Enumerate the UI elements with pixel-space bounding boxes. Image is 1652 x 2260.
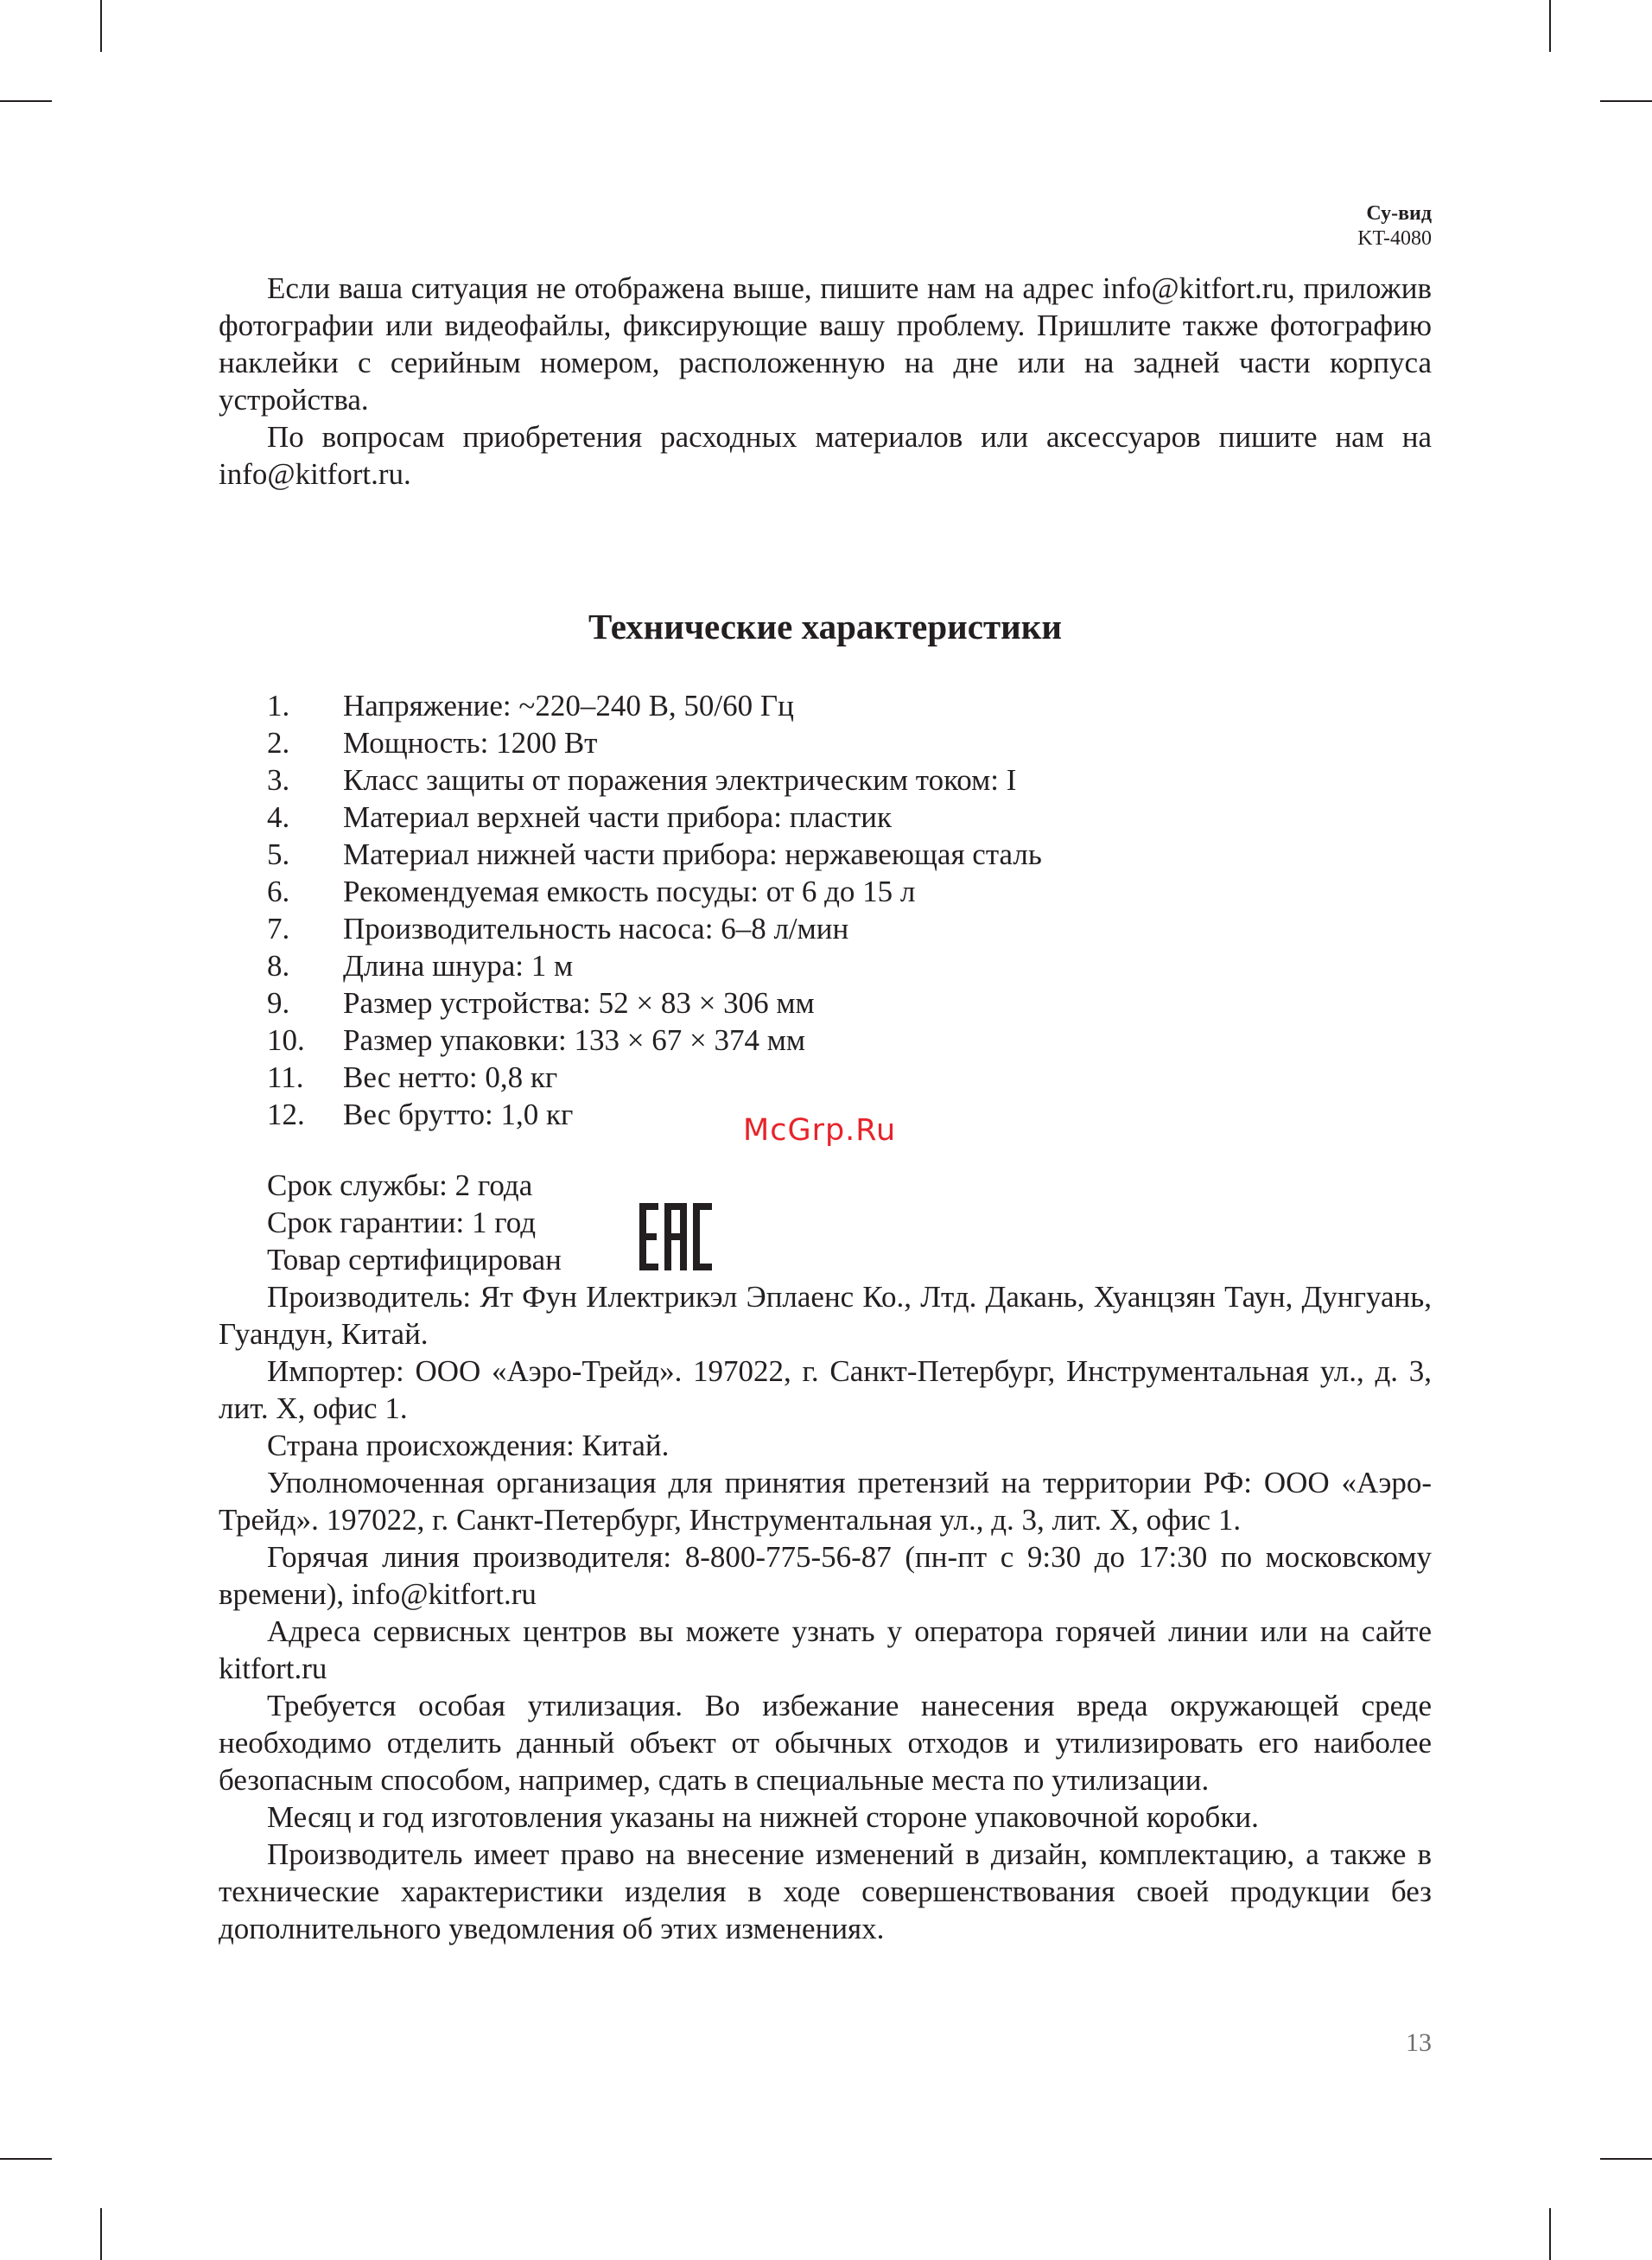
details-paragraph: Производитель: Ят Фун Илектрикэл Эплаенс Ко., Лтд. Дакань, Хуанцзян Таун, Дунгуань, Гуандун, Китай. — [219, 1280, 1432, 1351]
spec-text: Класс защиты от поражения электрическим током: I — [343, 763, 1017, 797]
details-paragraph: Уполномоченная организация для принятия претензий на территории РФ: ООО «Аэро-Трейд». 197022, г. Санкт-Петербург, Инструментальная ул., д. 3, лит. Х, офис 1. — [219, 1466, 1432, 1537]
service-life: Срок службы: 2 года — [267, 1168, 533, 1202]
spec-text: Материал нижней части прибора: нержавеющая сталь — [343, 837, 1042, 871]
spec-item — [267, 1096, 1042, 1133]
service-info — [267, 1167, 562, 1278]
details-paragraph: Импортер: ООО «Аэро-Трейд». 197022, г. Санкт-Петербург, Инструментальная ул., д. 3, лит. Х, офис 1. — [219, 1354, 1432, 1425]
spec-number: 12. — [267, 1098, 305, 1131]
crop-mark-top-left-h — [0, 100, 52, 102]
spec-number: 11. — [267, 1060, 304, 1094]
specs-list — [267, 687, 1042, 1133]
spec-item — [267, 761, 1042, 799]
details-paragraph: Месяц и год изготовления указаны на нижней стороне упаковочной коробки. — [267, 1800, 1259, 1834]
details-paragraph: Адреса сервисных центров вы можете узнать у оператора горячей линии или на сайте kitfort.ru — [219, 1614, 1432, 1685]
details-paragraph: Страна происхождения: Китай. — [267, 1429, 670, 1462]
details-paragraph: Горячая линия производителя: 8-800-775-56-87 (пн-пт с 9:30 до 17:30 по московскому времени), info@kitfort.ru — [219, 1540, 1432, 1611]
crop-mark-bottom-right-h — [1600, 2158, 1652, 2160]
spec-number: 9. — [267, 986, 290, 1020]
details-paragraph: Производитель имеет право на внесение изменений в дизайн, комплектацию, а также в технические характеристики изделия в ходе совершенствования своей продукции без дополнительного уведомления об этих изменениях. — [219, 1837, 1432, 1945]
spec-number: 3. — [267, 763, 290, 797]
crop-mark-top-right-h — [1600, 100, 1652, 102]
crop-mark-top-right-v — [1549, 0, 1551, 52]
details-paragraph: Требуется особая утилизация. Во избежание нанесения вреда окружающей среде необходимо отделить данный объект от обычных отходов и утилизировать его наиболее безопасным способом, например, сдать в специальные места по утилизации. — [219, 1689, 1432, 1797]
eac-logo-icon — [639, 1203, 712, 1270]
running-header — [1357, 201, 1432, 251]
product-title: Су-вид — [1366, 202, 1432, 225]
details-block — [219, 1278, 1432, 1947]
spec-item — [267, 687, 1042, 724]
spec-text: Вес брутто: 1,0 кг — [343, 1098, 574, 1131]
certified-text: Товар сертифицирован — [267, 1243, 562, 1276]
spec-text: Материал верхней части прибора: пластик — [343, 800, 892, 834]
crop-mark-bottom-left-v — [100, 2208, 102, 2260]
spec-number: 8. — [267, 949, 290, 983]
spec-number: 7. — [267, 912, 290, 945]
product-model: KT-4080 — [1357, 226, 1432, 250]
spec-number: 5. — [267, 837, 290, 871]
spec-item — [267, 1022, 1042, 1059]
spec-text: Вес нетто: 0,8 кг — [343, 1060, 558, 1094]
spec-text: Размер устройства: 52 × 83 × 306 мм — [343, 986, 815, 1020]
crop-mark-bottom-right-v — [1549, 2208, 1551, 2260]
intro-paragraph: Если ваша ситуация не отображена выше, пишите нам на адрес info@kitfort.ru, приложив фотографии или видеофайлы, фиксирующие вашу проблему. Пришлите также фотографию наклейки с серийным номером, расположенную на дне или на задней части корпуса устройства. — [219, 271, 1432, 417]
spec-item — [267, 984, 1042, 1022]
spec-text: Производительность насоса: 6–8 л/мин — [343, 912, 849, 945]
spec-number: 6. — [267, 875, 290, 908]
spec-number: 1. — [267, 689, 290, 723]
spec-text: Напряжение: ~220–240 В, 50/60 Гц — [343, 689, 794, 723]
crop-mark-top-left-v — [100, 0, 102, 52]
spec-text: Рекомендуемая емкость посуды: от 6 до 15 л — [343, 875, 916, 908]
spec-number: 10. — [267, 1023, 305, 1057]
spec-text: Мощность: 1200 Вт — [343, 726, 598, 760]
watermark: McGrp.Ru — [743, 1113, 897, 1148]
spec-item — [267, 873, 1042, 910]
warranty-period: Срок гарантии: 1 год — [267, 1206, 537, 1239]
spec-text: Длина шнура: 1 м — [343, 949, 574, 983]
spec-item — [267, 1059, 1042, 1096]
spec-item — [267, 836, 1042, 873]
spec-number: 2. — [267, 726, 290, 760]
intro-block — [219, 270, 1432, 493]
crop-mark-bottom-left-h — [0, 2158, 52, 2160]
spec-item — [267, 724, 1042, 761]
spec-text: Размер упаковки: 133 × 67 × 374 мм — [343, 1023, 806, 1057]
spec-item — [267, 910, 1042, 947]
spec-item — [267, 947, 1042, 984]
page-number: 13 — [1406, 2028, 1432, 2057]
spec-item — [267, 799, 1042, 836]
intro-paragraph: По вопросам приобретения расходных материалов или аксессуаров пишите нам на info@kitfort.ru. — [219, 420, 1432, 491]
spec-number: 4. — [267, 800, 290, 834]
section-title: Технические характеристики — [588, 607, 1062, 646]
